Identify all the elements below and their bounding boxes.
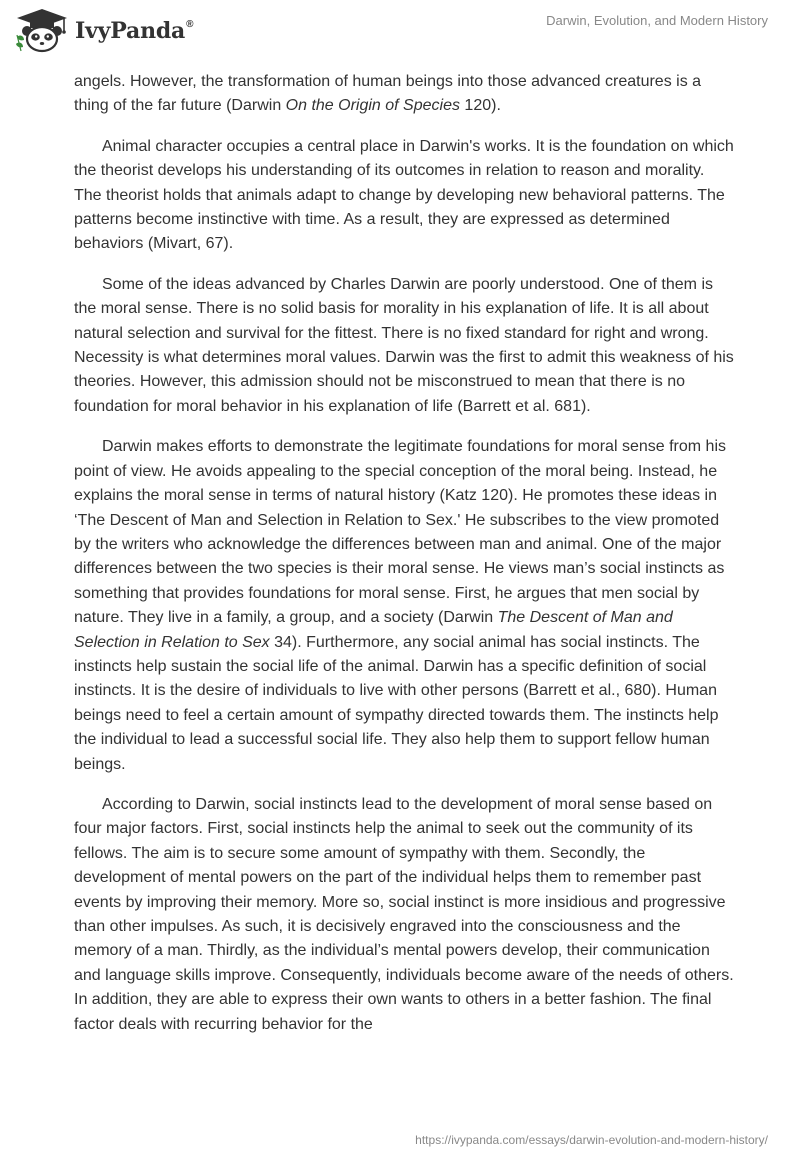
paragraph-text: According to Darwin, social instincts lead to the development of moral sense based on four major factors. First, social instincts help the animal to seek out the community of its fellows. The aim is to secure some amount of sympathy with them. Secondly, the development of mental powers on the part of the individual helps them to remember past events by improving their memory. More so, social instinct is more insidious and progressive than other impulses. As such, it is decisively engraved into the consciousness and the memory of a man. Thirdly, as the individual’s mental powers develop, their communication and language skills improve. Consequently, individuals become aware of the needs of others. In addition, they are able to express their own wants to others in a better fashion. The final factor deals with recurring behavior for the — [74, 795, 734, 1033]
paragraph — [74, 273, 734, 419]
ivypanda-logo[interactable] — [13, 7, 193, 53]
paragraph — [74, 70, 734, 119]
document-title: Darwin, Evolution, and Modern History — [546, 13, 768, 28]
paragraph — [74, 793, 734, 1037]
paragraph — [74, 435, 734, 777]
paragraph-text: Darwin makes efforts to demonstrate the legitimate foundations for moral sense from his point of view. He avoids appealing to the special conception of the moral being. Instead, he explains the moral sense in terms of natural history (Katz 120). He promotes these ideas in ‘The Descent of Man and Selection in Relation to Sex.' He subscribes to the view promoted by the writers who acknowledge the differences between man and animal. One of the major differences between the two species is their moral sense. He views man’s social instincts as something that provides foundations for moral sense. First, he argues that men social by nature. They live in a family, a group, and a society (Darwin — [74, 438, 726, 627]
paragraph — [74, 135, 734, 257]
page-header — [0, 0, 800, 60]
source-url[interactable]: https://ivypanda.com/essays/darwin-evolution-and-modern-history/ — [415, 1133, 768, 1147]
italic-citation-title: On the Origin of Species — [285, 97, 460, 115]
paragraph-text: Animal character occupies a central place in Darwin's works. It is the foundation on which the theorist develops his understanding of its outcomes in relation to reason and morality. The theorist holds that animals adapt to change by developing new behavioral patterns. The patterns become instinctive with time. As a result, they are expressed as determined behaviors (Mivart, 67). — [74, 137, 734, 253]
brand-name: IvyPanda® — [75, 18, 194, 44]
paragraph-text: 34). Furthermore, any social animal has social instincts. The instincts help sustain the social life of the animal. Darwin has a specific definition of social instincts. It is the desire of individuals to live with other persons (Barrett et al., 680). Human beings need to feel a certain amount of sympathy directed towards them. The instincts help the individual to lead a successful social life. They also help them to support fellow human beings. — [74, 633, 719, 773]
panda-graduate-icon — [13, 7, 71, 53]
essay-body — [74, 70, 734, 1053]
italic-citation-title: The Descent of Man and Selection in Relation to Sex — [74, 609, 673, 651]
paragraph-text: Some of the ideas advanced by Charles Darwin are poorly understood. One of them is the moral sense. There is no solid basis for morality in his explanation of life. It is all about natural selection and survival for the fittest. There is no fixed standard for right and wrong. Necessity is what determines moral values. Darwin was the first to admit this weakness of his theories. However, this admission should not be misconstrued to mean that there is no foundation for moral behavior in his explanation of life (Barrett et al. 681). — [74, 275, 734, 415]
paragraph-text: 120). — [459, 97, 501, 115]
paragraph-text: angels. However, the transformation of human beings into those advanced creatures is a thing of the far future (Darwin — [74, 73, 702, 115]
registered-mark: ® — [186, 18, 194, 30]
